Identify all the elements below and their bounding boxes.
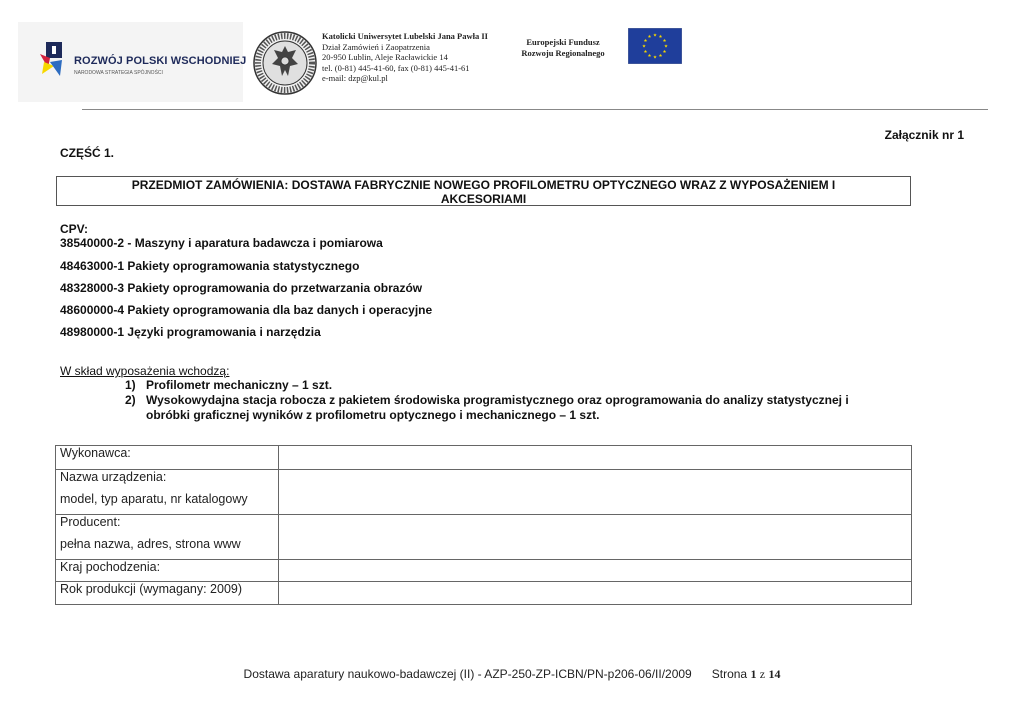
cpv-section (60, 222, 432, 339)
table-row (56, 560, 912, 582)
footer-document-ref: Dostawa aparatury naukowo-badawczej (II) - AZP-250-ZP-ICBN/PN-p206-06/II/2009 (243, 667, 692, 681)
cpv-code: 48463000-1 Pakiety oprogramowania statystycznego (60, 259, 360, 273)
equipment-item-number: 1) (125, 378, 136, 392)
footer-page-total: 14 (768, 667, 781, 681)
subject-line-1: PRZEDMIOT ZAMÓWIENIA: DOSTAWA FABRYCZNIE NOWEGO PROFILOMETRU OPTYCZNEGO WRAZ Z WYPOSAŻENIEM I (131, 178, 836, 192)
form-label: Rok produkcji (wymagany: 2009) (56, 582, 279, 605)
eu-fund-label (513, 37, 613, 58)
cpv-code: 38540000-2 - Maszyny i aparatura badawcza i pomiarowa (60, 236, 383, 250)
form-value-cell[interactable] (279, 560, 912, 582)
kul-department: Dział Zamówień i Zaopatrzenia (322, 41, 430, 52)
footer-page-of: z (759, 667, 766, 681)
eu-flag-icon (628, 28, 682, 64)
cpv-code: 48600000-4 Pakiety oprogramowania dla baz danych i operacyjne (60, 303, 433, 317)
form-value-cell[interactable] (279, 446, 912, 470)
contractor-form-table (55, 445, 912, 605)
form-value-cell[interactable] (279, 470, 912, 515)
subject-box (56, 176, 911, 206)
form-value-cell[interactable] (279, 582, 912, 605)
part-heading: CZĘŚĆ 1. (60, 146, 115, 160)
footer-page-number: 1 (750, 667, 757, 681)
header-divider (82, 109, 988, 110)
cpv-code: 48980000-1 Języki programowania i narzędzia (60, 325, 321, 339)
form-label: Producent: pełna nazwa, adres, strona www (56, 515, 279, 560)
kul-email: e-mail: dzp@kul.pl (322, 73, 388, 83)
table-row (56, 446, 912, 470)
eu-fund-line2: Rozwoju Regionalnego (521, 47, 605, 58)
rpw-subtitle: NARODOWA STRATEGIA SPÓJNOŚCI (74, 70, 163, 76)
cpv-code: 48328000-3 Pakiety oprogramowania do przetwarzania obrazów (60, 281, 423, 295)
subject-line-2: AKCESORIAMI (440, 192, 527, 206)
table-row (56, 515, 912, 560)
kul-phone: tel. (0-81) 445-41-60, fax (0-81) 445-41-61 (322, 62, 470, 73)
eu-fund-line1: Europejski Fundusz (526, 37, 600, 47)
form-value-cell[interactable] (279, 515, 912, 560)
equipment-item-number: 2) (125, 393, 136, 407)
equipment-title: W skład wyposażenia wchodzą: (60, 364, 230, 378)
table-row (56, 582, 912, 605)
cpv-label: CPV: (60, 222, 89, 236)
kul-address: 20-950 Lublin, Aleje Racławickie 14 (322, 52, 448, 62)
kul-name: Katolicki Uniwersytet Lubelski Jana Pawła II (322, 31, 488, 41)
form-label: Kraj pochodzenia: (56, 560, 279, 582)
kul-seal-icon (252, 30, 318, 96)
equipment-item-text: Wysokowydajna stacja robocza z pakietem środowiska programistycznego oraz oprogramowania do analizy statystycznej i (146, 393, 849, 407)
kul-contact-block (322, 31, 488, 84)
attachment-label: Załącznik nr 1 (884, 128, 964, 142)
form-label: Wykonawca: (56, 446, 279, 470)
rpw-logo (18, 22, 247, 102)
equipment-item (125, 394, 935, 424)
rpw-emblem-icon (38, 40, 68, 80)
footer-page-label: Strona (711, 667, 748, 681)
page-footer (0, 667, 1024, 682)
form-label: Nazwa urządzenia: model, typ aparatu, nr katalogowy (56, 470, 279, 515)
rpw-title: ROZWÓJ POLSKI WSCHODNIEJ (74, 55, 247, 67)
equipment-item-text-continued: obróbki graficznej wyników z profilometru optycznego i mechanicznego – 1 szt. (146, 408, 600, 422)
table-row (56, 470, 912, 515)
equipment-item-text: Profilometr mechaniczny – 1 szt. (146, 378, 333, 392)
